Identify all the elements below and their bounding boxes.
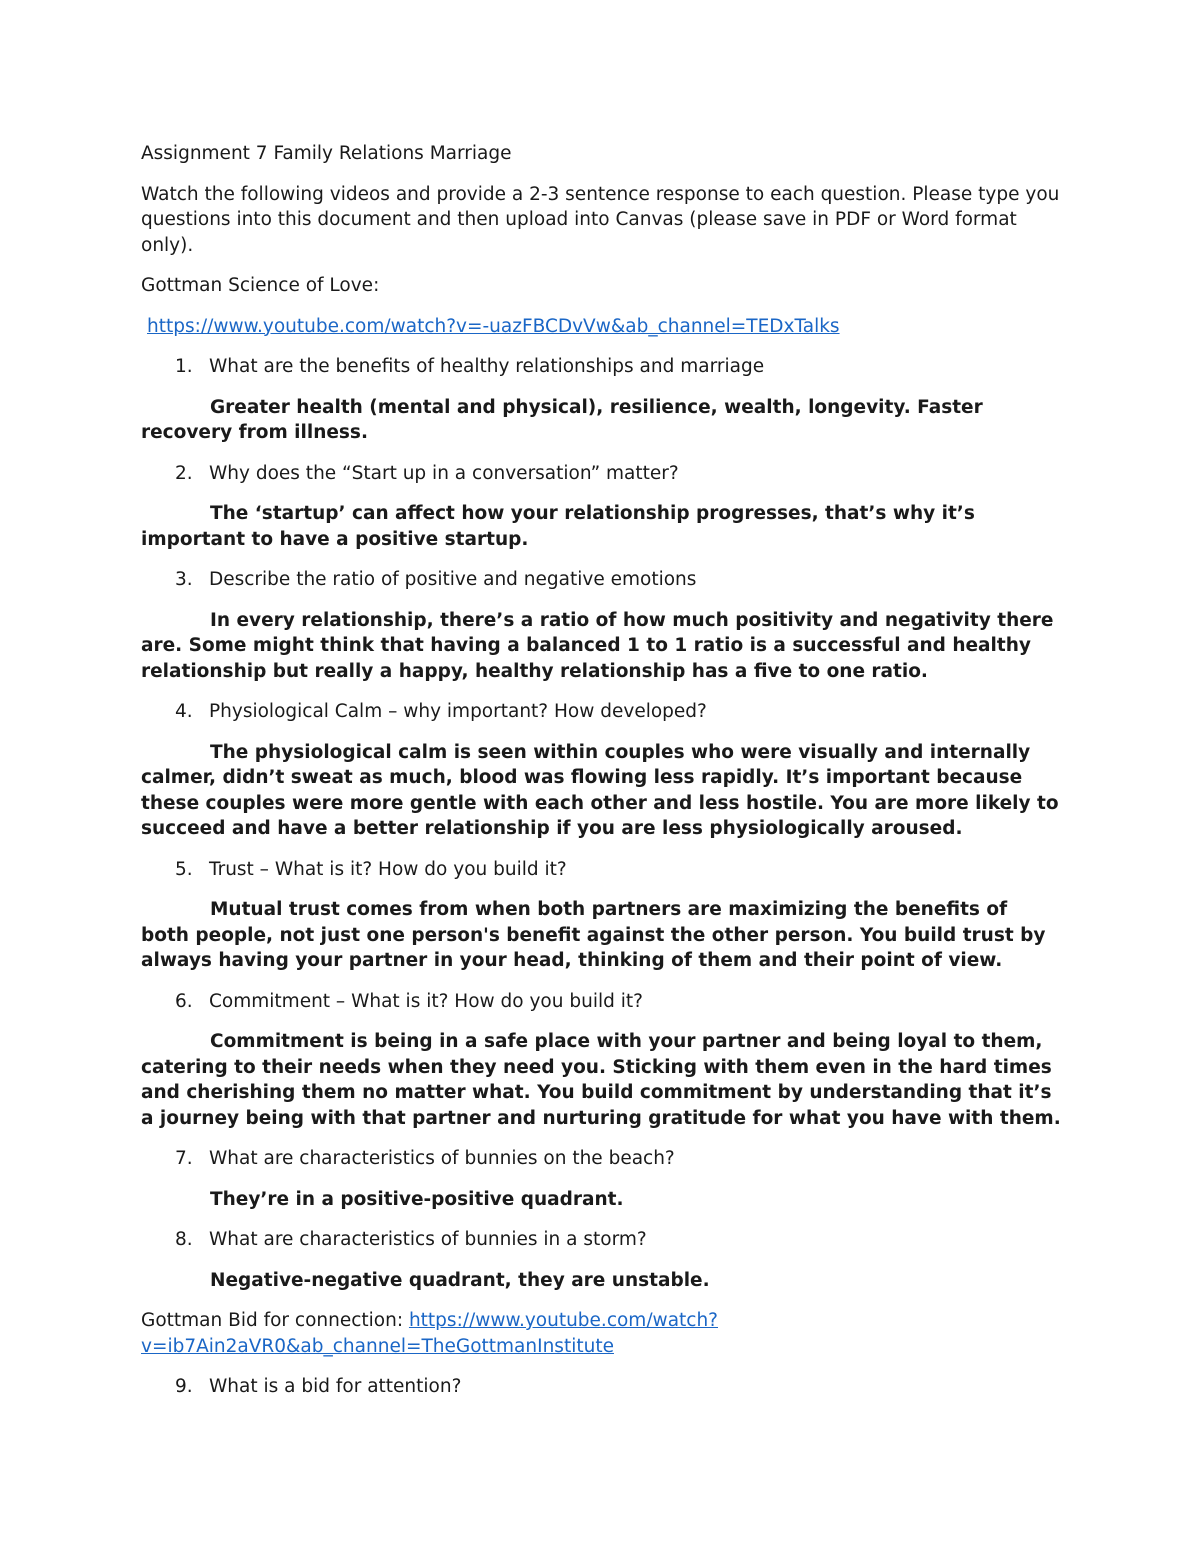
document-page [141, 141, 1061, 1415]
question-item [141, 567, 1061, 593]
answer-text: In every relationship, there’s a ratio of how much positivity and negativity there are. Some might think that having a balanced 1 to 1 ratio is a successful and healthy relationship but really a happy, healthy relationship has a five to one ratio. [141, 609, 1054, 682]
question-text: Trust – What is it? How do you build it? [209, 858, 567, 880]
question-item [141, 699, 1061, 725]
instructions-paragraph: Watch the following videos and provide a 2-3 sentence response to each question. Please type you questions into this document and then upload into Canvas (please save in PDF or Word format only). [141, 183, 1060, 256]
question-item [141, 1374, 1061, 1400]
answer-text: Negative-negative quadrant, they are unstable. [210, 1269, 710, 1291]
link-line-science-of-love [141, 314, 1061, 340]
question-number: 7. [175, 1148, 193, 1169]
video-link-bid-for-connection[interactable]: https://www.youtube.com/watch?v=ib7Ain2aVR0&ab_channel=TheGottmanInstitute [141, 1310, 718, 1357]
question-text: Describe the ratio of positive and negative emotions [209, 569, 697, 590]
answer-text: The ‘startup’ can affect how your relationship progresses, that’s why it’s important to have a positive startup. [141, 503, 975, 550]
section-label-science-of-love: Gottman Science of Love: [141, 275, 380, 296]
question-item [141, 857, 1061, 883]
question-text: What are characteristics of bunnies in a storm? [209, 1229, 647, 1250]
question-item [141, 461, 1061, 487]
question-number: 8. [175, 1229, 193, 1250]
answer-text: Greater health (mental and physical), resilience, wealth, longevity. Faster recovery from illness. [141, 396, 983, 443]
question-number: 4. [175, 701, 193, 722]
question-text: Why does the “Start up in a conversation” matter? [209, 462, 679, 484]
answer-text: The physiological calm is seen within couples who were visually and internally calmer, didn’t sweat as much, blood was flowing less rapidly. It’s important because these couples were more gentle with each other and less hostile. You are more likely to succeed and have a better relationship if you are less physiologically aroused. [141, 741, 1059, 839]
question-number: 5. [175, 858, 193, 880]
question-text: What are the benefits of healthy relationships and marriage [209, 356, 765, 377]
question-item [141, 989, 1061, 1015]
question-list [141, 354, 1061, 1293]
question-number: 6. [175, 990, 193, 1012]
question-number: 1. [175, 356, 193, 377]
question-number: 9. [175, 1376, 193, 1397]
section-label-text: Gottman Bid for connection: [141, 1310, 409, 1331]
question-text: Physiological Calm – why important? How developed? [209, 701, 707, 722]
answer-text: Commitment is being in a safe place with your partner and being loyal to them, catering to their needs when they need you. Sticking with them even in the hard times and cherishing them no matter what. You build commitment by understanding that it’s a journey being with that partner and nurturing gratitude for what you have with them. [141, 1031, 1061, 1129]
question-number: 3. [175, 569, 193, 590]
section-label-bid-for-connection [141, 1308, 1061, 1359]
question-text: What is a bid for attention? [209, 1376, 462, 1397]
answer-text: Mutual trust comes from when both partners are maximizing the benefits of both people, not just one person's benefit against the other person. You build trust by always having your partner in your head, thinking of them and their point of view. [141, 899, 1046, 971]
question-text: Commitment – What is it? How do you build it? [209, 990, 643, 1012]
question-item [141, 354, 1061, 380]
document-title: Assignment 7 Family Relations Marriage [141, 143, 512, 164]
video-link-science-of-love[interactable]: https://www.youtube.com/watch?v=-uazFBCDvVw&ab_channel=TEDxTalks [147, 315, 840, 337]
question-item [141, 1227, 1061, 1253]
question-text: What are characteristics of bunnies on the beach? [209, 1148, 675, 1169]
question-number: 2. [175, 462, 193, 484]
question-item [141, 1146, 1061, 1172]
answer-text: They’re in a positive-positive quadrant. [210, 1188, 624, 1210]
